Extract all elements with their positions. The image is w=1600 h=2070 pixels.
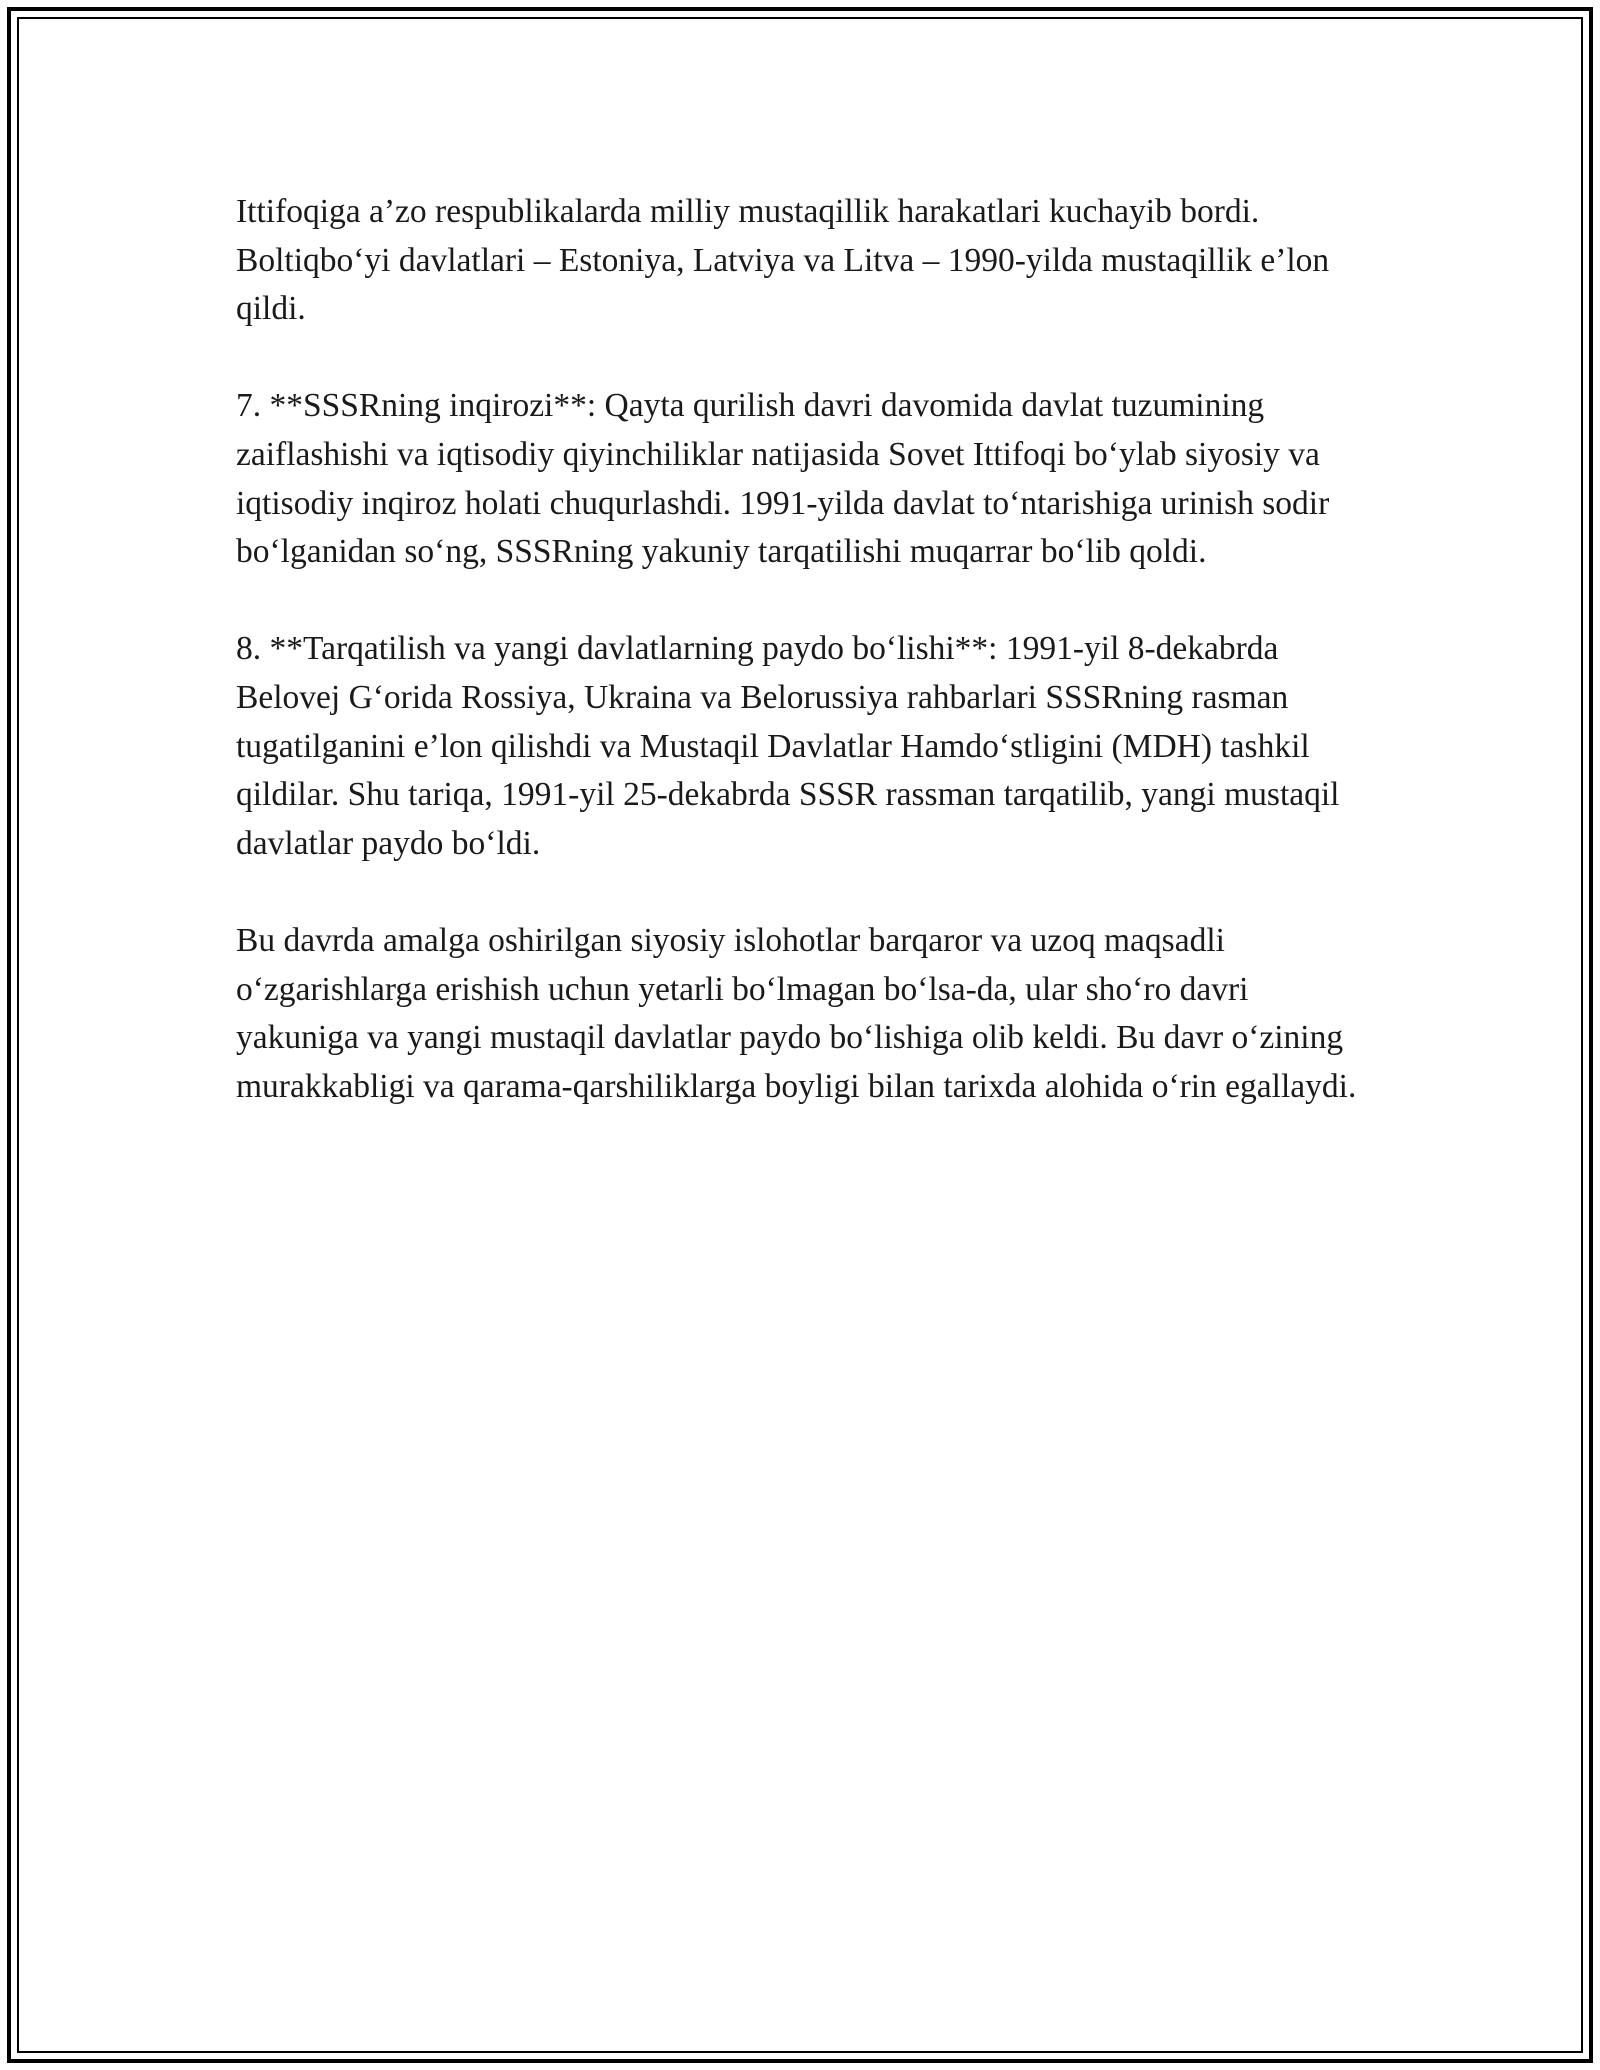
paragraph-dissolution: 8. **Tarqatilish va yangi davlatlarning paydo bo‘lishi**: 1991-yil 8-dekabrda Belovej G‘orida Rossiya, Ukraina va Belorussiya rahbarlari SSSRning rasman tugatilganini e’lon qilishdi va Mustaqil Davlatlar Hamdo‘stligini (MDH) tashkil qildilar. Shu tariqa, 1991-yil 25-dekabrda SSSR rassman tarqatilib, yangi mustaqil davlatlar paydo bo‘ldi.: [236, 630, 1340, 862]
paragraph-independence-movements: Ittifoqiga a’zo respublikalarda milliy mustaqillik harakatlari kuchayib bordi. Boltiqbo‘yi davlatlari – Estoniya, Latviya va Litva – 1990-yilda mustaqillik e’lon qildi.: [236, 193, 1330, 328]
paragraph-conclusion: Bu davrda amalga oshirilgan siyosiy islohotlar barqaror va uzoq maqsadli o‘zgarishlarga erishish uchun yetarli bo‘lmagan bo‘lsa-da, ular sho‘ro davri yakuniga va yangi mustaqil davlatlar paydo bo‘lishiga olib keldi. Bu davr o‘zining murakkabligi va qarama-qarshiliklarga boyligi bilan tarixda alohida o‘rin egallaydi.: [236, 921, 1357, 1105]
paragraph-ussr-crisis: 7. **SSSRning inqirozi**: Qayta qurilish davri davomida davlat tuzumining zaiflashishi va iqtisodiy qiyinchiliklar natijasida Sovet Ittifoqi bo‘ylab siyosiy va iqtisodiy inqiroz holati chuqurlashdi. 1991-yilda davlat to‘ntarishiga urinish sodir bo‘lganidan so‘ng, SSSRning yakuniy tarqatilishi muqarrar bo‘lib qoldi.: [236, 387, 1330, 571]
document-body: [236, 188, 1366, 1160]
